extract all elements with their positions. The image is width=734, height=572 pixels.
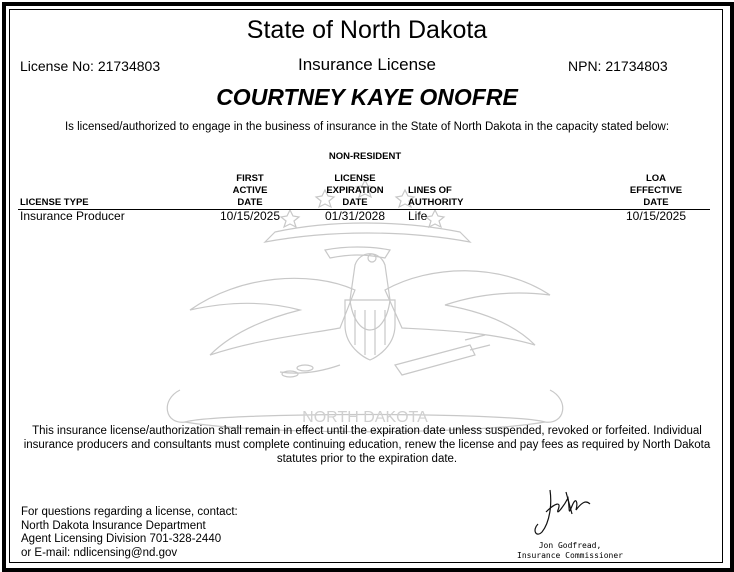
intro-text: Is licensed/authorized to engage in the business of insurance in the State of North Dakota in the capacity stated below: bbox=[64, 121, 670, 133]
contact-line: North Dakota Insurance Department bbox=[21, 519, 206, 532]
license-notice: This insurance license/authorization shall remain in effect until the expiration date unless suspended, revoked or forfeited. Individual insurance producers and consultants must complete continuing education, renew the license and pay fees as required by North Dakota statutes prior to the expiration date. bbox=[23, 425, 711, 465]
signer-name: Jon Godfread, bbox=[538, 541, 602, 550]
table-row-lines-of-authority: Life bbox=[408, 209, 428, 223]
header-line: LINES OF bbox=[408, 185, 452, 196]
contact-line: Agent Licensing Division 701-328-2440 bbox=[21, 533, 222, 545]
signer-title: Insurance Commissioner bbox=[517, 551, 623, 560]
table-row-expiration: 01/31/2028 bbox=[324, 209, 386, 223]
header-line: EXPIRATION bbox=[326, 185, 384, 196]
header-expiration-date bbox=[320, 173, 390, 209]
header-loa-effective-date bbox=[620, 173, 692, 209]
commissioner-signature-icon bbox=[528, 484, 598, 540]
header-line: DATE bbox=[342, 197, 368, 208]
header-license-type: LICENSE TYPE bbox=[20, 197, 89, 208]
contact-line: For questions regarding a license, contact: bbox=[21, 506, 238, 518]
contact-line: or E-mail: ndlicensing@nd.gov bbox=[21, 546, 178, 559]
header-lines-of-authority bbox=[408, 185, 463, 209]
table-row-loa-effective: 10/15/2025 bbox=[625, 209, 687, 223]
document-title: Insurance License bbox=[298, 55, 436, 74]
header-line: DATE bbox=[643, 197, 669, 208]
residency-header: NON-RESIDENT bbox=[328, 151, 402, 162]
header-line: FIRST bbox=[236, 173, 264, 184]
header-line: LOA bbox=[645, 173, 667, 184]
header-first-active-date bbox=[215, 173, 285, 209]
state-title: State of North Dakota bbox=[246, 16, 488, 44]
contact-info bbox=[21, 506, 238, 560]
npn-number: NPN: 21734803 bbox=[568, 58, 668, 74]
license-number: License No: 21734803 bbox=[20, 58, 161, 74]
header-line: AUTHORITY bbox=[408, 197, 464, 208]
header-line: EFFECTIVE bbox=[629, 185, 683, 196]
header-line: LICENSE bbox=[334, 173, 376, 184]
licensee-name: COURTNEY KAYE ONOFRE bbox=[216, 84, 518, 110]
table-row-license-type: Insurance Producer bbox=[20, 209, 125, 223]
header-line: ACTIVE bbox=[232, 185, 268, 196]
signer-block bbox=[504, 541, 636, 561]
table-row-first-active: 10/15/2025 bbox=[219, 209, 281, 223]
seal-ribbon-text: NORTH DAKOTA bbox=[302, 409, 428, 426]
header-line: DATE bbox=[237, 197, 263, 208]
